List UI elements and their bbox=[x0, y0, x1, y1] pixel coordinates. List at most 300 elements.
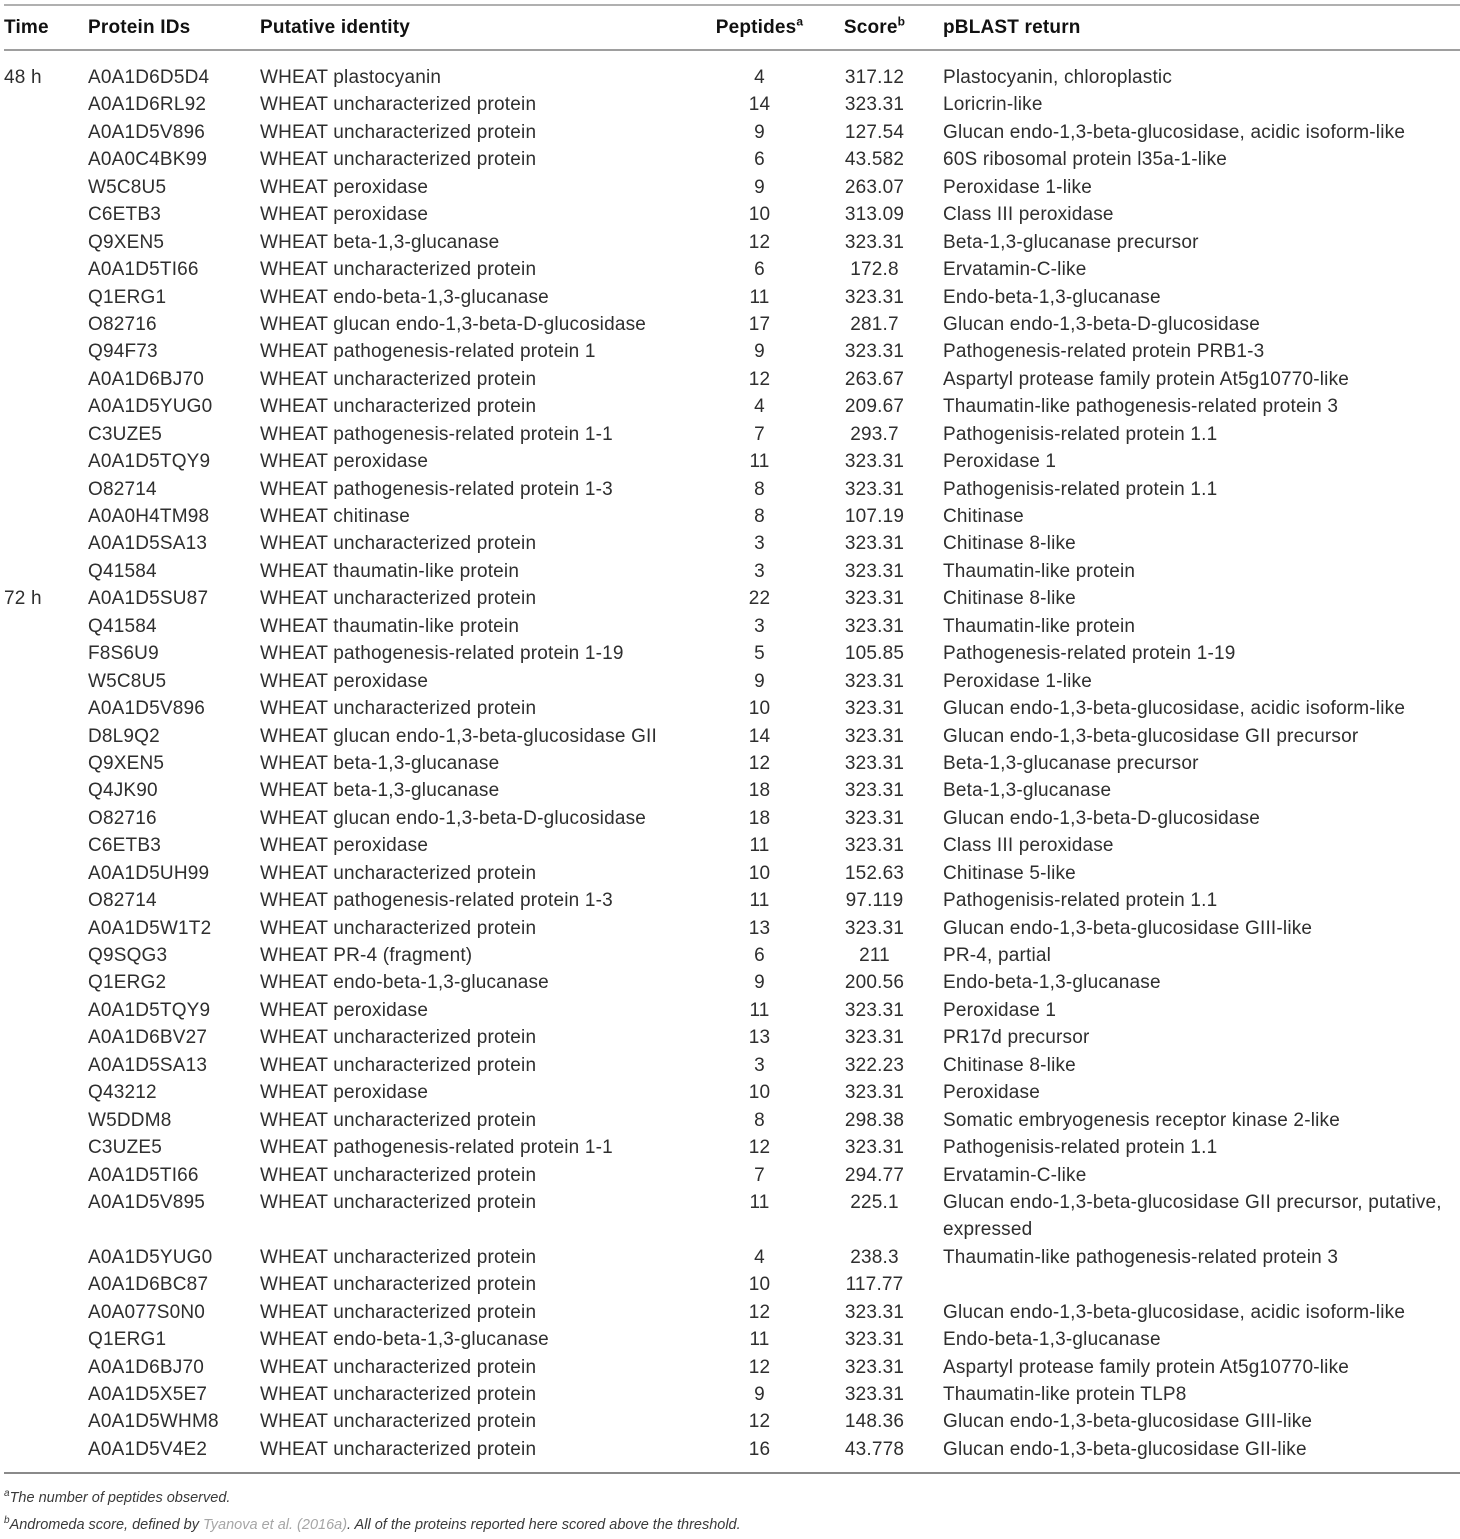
time-cell bbox=[4, 256, 88, 283]
table-row bbox=[4, 613, 1460, 640]
score-cell: 211 bbox=[859, 945, 890, 966]
score-cell: 200.56 bbox=[844, 972, 905, 994]
score-cell: 225.1 bbox=[850, 1191, 899, 1213]
putative-identity-cell: WHEAT endo-beta-1,3-glucanase bbox=[260, 972, 549, 994]
peptides-cell: 10 bbox=[748, 862, 771, 884]
peptides-cell: 6 bbox=[754, 149, 765, 171]
score-cell: 148.36 bbox=[844, 1411, 905, 1433]
pblast-cell: Glucan endo-1,3-beta-glucosidase GIII-like bbox=[943, 917, 1313, 939]
pblast-cell: Thaumatin-like protein bbox=[943, 615, 1136, 637]
protein-id-cell: O82716 bbox=[88, 313, 157, 335]
peptides-cell: 18 bbox=[748, 807, 771, 829]
pblast-cell: Pathogenesis-related protein PRB1-3 bbox=[943, 341, 1265, 363]
protein-id-cell: Q9XEN5 bbox=[88, 752, 165, 774]
pblast-cell: Thaumatin-like pathogenesis-related protein 3 bbox=[943, 396, 1339, 418]
protein-id-cell: A0A1D5SA13 bbox=[88, 533, 208, 555]
table-row bbox=[4, 201, 1460, 228]
pblast-cell: Peroxidase 1 bbox=[943, 999, 1057, 1021]
footnote-a-text: The number of peptides observed. bbox=[9, 1490, 231, 1507]
header-pblast bbox=[943, 5, 1460, 50]
peptides-cell: 6 bbox=[754, 259, 765, 281]
pblast-cell: PR17d precursor bbox=[943, 1027, 1090, 1049]
score-cell: 323.31 bbox=[844, 533, 905, 555]
score-cell: 323.31 bbox=[844, 94, 905, 116]
score-cell: 323.31 bbox=[844, 1329, 905, 1351]
score-cell: 323.31 bbox=[844, 670, 905, 692]
putative-identity-cell: WHEAT uncharacterized protein bbox=[260, 1054, 537, 1076]
table-row bbox=[4, 119, 1460, 146]
protein-id-cell: W5DDM8 bbox=[88, 1109, 172, 1131]
score-cell: 97.119 bbox=[845, 890, 904, 912]
protein-id-cell: A0A1D5YUG0 bbox=[88, 1246, 213, 1268]
time-cell bbox=[4, 1079, 88, 1106]
putative-identity-cell: WHEAT peroxidase bbox=[260, 204, 429, 226]
pblast-cell: Thaumatin-like protein TLP8 bbox=[943, 1384, 1187, 1405]
table-row bbox=[4, 393, 1460, 420]
time-cell bbox=[4, 969, 88, 996]
header-row bbox=[4, 5, 1460, 50]
putative-identity-cell: WHEAT uncharacterized protein bbox=[260, 1274, 537, 1296]
pblast-cell: Class III peroxidase bbox=[943, 204, 1114, 226]
table-row bbox=[4, 1299, 1460, 1326]
putative-identity-cell: WHEAT uncharacterized protein bbox=[260, 1301, 537, 1323]
putative-identity-cell: WHEAT pathogenesis-related protein 1 bbox=[260, 341, 596, 363]
peptides-cell: 8 bbox=[754, 478, 765, 500]
putative-identity-cell: WHEAT uncharacterized protein bbox=[260, 368, 537, 390]
protein-id-cell: Q4JK90 bbox=[88, 780, 158, 802]
table-row bbox=[4, 503, 1460, 530]
table-row bbox=[4, 805, 1460, 832]
peptides-cell: 9 bbox=[754, 176, 765, 198]
protein-id-cell: A0A1D5TI66 bbox=[88, 259, 199, 281]
footnote-b bbox=[4, 1512, 1460, 1539]
pblast-cell: Glucan endo-1,3-beta-glucosidase GII precursor bbox=[943, 725, 1359, 747]
score-cell: 172.8 bbox=[850, 259, 899, 281]
table-row bbox=[4, 969, 1460, 996]
time-cell bbox=[4, 421, 88, 448]
peptides-cell: 16 bbox=[748, 1438, 771, 1460]
footnotes bbox=[4, 1485, 1460, 1539]
putative-identity-cell: WHEAT uncharacterized protein bbox=[260, 1164, 537, 1186]
time-cell bbox=[4, 915, 88, 942]
score-cell: 323.31 bbox=[844, 752, 905, 774]
pblast-cell: Chitinase bbox=[943, 506, 1024, 527]
putative-identity-cell: WHEAT beta-1,3-glucanase bbox=[260, 752, 500, 774]
score-cell: 323.31 bbox=[844, 478, 905, 500]
peptides-cell: 9 bbox=[754, 670, 765, 692]
peptides-cell: 7 bbox=[754, 1164, 765, 1186]
time-cell bbox=[4, 558, 88, 585]
table-row bbox=[4, 476, 1460, 503]
putative-identity-cell: WHEAT uncharacterized protein bbox=[260, 588, 537, 610]
protein-id-cell: A0A1D5TQY9 bbox=[88, 999, 211, 1021]
peptides-cell: 11 bbox=[749, 1329, 770, 1351]
putative-identity-cell: WHEAT thaumatin-like protein bbox=[260, 560, 520, 582]
table-row bbox=[4, 723, 1460, 750]
table-row bbox=[4, 284, 1460, 311]
table-row bbox=[4, 668, 1460, 695]
table-row bbox=[4, 338, 1460, 365]
peptides-cell: 3 bbox=[754, 615, 765, 637]
time-cell bbox=[4, 503, 88, 530]
time-cell bbox=[4, 1408, 88, 1435]
time-cell bbox=[4, 723, 88, 750]
score-cell: 322.23 bbox=[844, 1054, 905, 1076]
table-row bbox=[4, 585, 1460, 612]
peptides-cell: 8 bbox=[754, 506, 765, 527]
protein-id-cell: D8L9Q2 bbox=[88, 725, 160, 747]
protein-id-cell: A0A1D5V895 bbox=[88, 1191, 206, 1213]
time-cell bbox=[4, 201, 88, 228]
score-cell: 323.31 bbox=[844, 286, 905, 308]
table-row bbox=[4, 421, 1460, 448]
protein-id-cell: A0A1D6BJ70 bbox=[88, 1356, 204, 1378]
putative-identity-cell: WHEAT uncharacterized protein bbox=[260, 533, 537, 555]
table-row bbox=[4, 1107, 1460, 1134]
peptides-cell: 4 bbox=[754, 396, 765, 418]
score-cell: 238.3 bbox=[850, 1246, 899, 1268]
time-cell bbox=[4, 119, 88, 146]
score-cell: 43.582 bbox=[844, 149, 905, 171]
score-cell: 323.31 bbox=[844, 1082, 905, 1104]
putative-identity-cell: WHEAT pathogenesis-related protein 1-1 bbox=[260, 423, 613, 445]
table-row bbox=[4, 997, 1460, 1024]
score-cell: 323.31 bbox=[844, 917, 905, 939]
score-cell: 323.31 bbox=[844, 780, 905, 802]
pblast-cell: Chitinase 5-like bbox=[943, 862, 1076, 884]
protein-id-cell: A0A1D5V896 bbox=[88, 121, 206, 143]
pblast-cell: Class III peroxidase bbox=[943, 835, 1114, 857]
score-cell: 105.85 bbox=[844, 643, 905, 665]
time-cell bbox=[4, 530, 88, 557]
protein-id-cell: Q1ERG2 bbox=[88, 972, 167, 994]
protein-table bbox=[4, 4, 1460, 1474]
score-cell: 323.31 bbox=[844, 560, 905, 582]
putative-identity-cell: WHEAT beta-1,3-glucanase bbox=[260, 780, 500, 802]
protein-id-cell: A0A1D5SU87 bbox=[88, 588, 209, 610]
table-row bbox=[4, 915, 1460, 942]
pblast-cell: Endo-beta-1,3-glucanase bbox=[943, 972, 1161, 994]
peptides-cell: 9 bbox=[754, 341, 765, 363]
putative-identity-cell: WHEAT peroxidase bbox=[260, 451, 429, 473]
time-cell bbox=[4, 338, 88, 365]
peptides-cell: 12 bbox=[748, 368, 771, 390]
protein-id-cell: A0A1D6BV27 bbox=[88, 1027, 208, 1049]
peptides-cell: 3 bbox=[754, 533, 765, 555]
score-cell: 323.31 bbox=[844, 698, 905, 720]
peptides-cell: 11 bbox=[749, 999, 770, 1021]
score-cell: 263.07 bbox=[844, 176, 905, 198]
table-row bbox=[4, 1354, 1460, 1381]
peptides-cell: 11 bbox=[749, 835, 770, 857]
time-cell bbox=[4, 1299, 88, 1326]
time-cell bbox=[4, 1052, 88, 1079]
protein-id-cell: A0A1D5V896 bbox=[88, 698, 206, 720]
table-row bbox=[4, 1408, 1460, 1435]
time-cell bbox=[4, 366, 88, 393]
putative-identity-cell: WHEAT PR-4 (fragment) bbox=[260, 945, 473, 966]
header-putative-identity bbox=[260, 5, 713, 50]
time-cell bbox=[4, 777, 88, 804]
time-cell bbox=[4, 1381, 88, 1408]
protein-id-cell: W5C8U5 bbox=[88, 670, 167, 692]
time-cell bbox=[4, 393, 88, 420]
score-cell: 323.31 bbox=[844, 1384, 905, 1405]
peptides-cell: 14 bbox=[748, 725, 771, 747]
pblast-cell: Peroxidase 1-like bbox=[943, 670, 1092, 692]
time-cell bbox=[4, 695, 88, 722]
putative-identity-cell: WHEAT uncharacterized protein bbox=[260, 94, 537, 116]
putative-identity-cell: WHEAT uncharacterized protein bbox=[260, 149, 537, 171]
putative-identity-cell: WHEAT uncharacterized protein bbox=[260, 121, 537, 143]
pblast-cell: Chitinase 8-like bbox=[943, 533, 1076, 555]
citation-link-tyanova-2016a[interactable]: Tyanova et al. (2016a) bbox=[203, 1517, 348, 1534]
header-score bbox=[806, 5, 943, 50]
score-cell: 323.31 bbox=[844, 1027, 905, 1049]
time-cell: 72 h bbox=[4, 588, 42, 610]
protein-id-cell: A0A1D5SA13 bbox=[88, 1054, 208, 1076]
time-cell bbox=[4, 997, 88, 1024]
time-cell bbox=[4, 640, 88, 667]
table-row bbox=[4, 1134, 1460, 1161]
peptides-cell: 12 bbox=[748, 1301, 771, 1323]
pblast-cell: Aspartyl protease family protein At5g10770-like bbox=[943, 368, 1350, 390]
table-row bbox=[4, 448, 1460, 475]
table-row bbox=[4, 860, 1460, 887]
pblast-cell: Thaumatin-like pathogenesis-related protein 3 bbox=[943, 1246, 1339, 1268]
header-peptides bbox=[713, 5, 806, 50]
pblast-cell: Chitinase 8-like bbox=[943, 1054, 1076, 1076]
peptides-cell: 14 bbox=[748, 94, 771, 116]
score-cell: 323.31 bbox=[844, 341, 905, 363]
peptides-cell: 12 bbox=[748, 1411, 771, 1433]
time-cell bbox=[4, 311, 88, 338]
pblast-cell: Glucan endo-1,3-beta-D-glucosidase bbox=[943, 807, 1260, 829]
protein-id-cell: A0A0H4TM98 bbox=[88, 506, 210, 527]
footnote-b-text-post: . All of the proteins reported here scored above the threshold. bbox=[347, 1517, 741, 1534]
putative-identity-cell: WHEAT uncharacterized protein bbox=[260, 396, 537, 418]
header-score-label: Score bbox=[843, 16, 898, 38]
putative-identity-cell: WHEAT pathogenesis-related protein 1-19 bbox=[260, 643, 624, 665]
protein-id-cell: Q41584 bbox=[88, 560, 157, 582]
time-cell bbox=[4, 91, 88, 118]
putative-identity-cell: WHEAT uncharacterized protein bbox=[260, 862, 537, 884]
protein-id-cell: A0A1D5TI66 bbox=[88, 1164, 199, 1186]
protein-id-cell: A0A1D5TQY9 bbox=[88, 451, 211, 473]
table-row bbox=[4, 750, 1460, 777]
score-cell: 298.38 bbox=[844, 1109, 905, 1131]
peptides-cell: 6 bbox=[754, 945, 765, 966]
protein-id-cell: A0A1D6BJ70 bbox=[88, 368, 204, 390]
pblast-cell: Beta-1,3-glucanase precursor bbox=[943, 752, 1199, 774]
time-cell bbox=[4, 942, 88, 969]
putative-identity-cell: WHEAT plastocyanin bbox=[260, 67, 442, 88]
table-row bbox=[4, 942, 1460, 969]
peptides-cell: 12 bbox=[748, 1356, 771, 1378]
time-cell bbox=[4, 1326, 88, 1353]
pblast-cell: Glucan endo-1,3-beta-glucosidase GIII-like bbox=[943, 1411, 1313, 1433]
score-cell: 43.778 bbox=[844, 1438, 905, 1460]
table-row bbox=[4, 256, 1460, 283]
protein-id-cell: A0A1D5UH99 bbox=[88, 862, 210, 884]
score-cell: 323.31 bbox=[844, 588, 905, 610]
header-pblast-label: pBLAST return bbox=[943, 16, 1081, 38]
protein-id-cell: A0A1D5WHM8 bbox=[88, 1411, 219, 1433]
time-cell: 48 h bbox=[4, 67, 42, 88]
protein-id-cell: F8S6U9 bbox=[88, 643, 159, 665]
pblast-cell: Ervatamin-C-like bbox=[943, 1164, 1087, 1186]
header-protein-ids bbox=[88, 5, 260, 50]
pblast-cell: Plastocyanin, chloroplastic bbox=[943, 67, 1173, 88]
table-row bbox=[4, 640, 1460, 667]
peptides-cell: 11 bbox=[749, 1191, 770, 1213]
pblast-cell: Peroxidase 1 bbox=[943, 451, 1057, 473]
peptides-cell: 11 bbox=[749, 890, 770, 912]
time-cell bbox=[4, 860, 88, 887]
peptides-cell: 22 bbox=[748, 588, 771, 610]
score-cell: 317.12 bbox=[844, 67, 905, 88]
header-peptides-superscript: a bbox=[796, 14, 804, 29]
peptides-cell: 9 bbox=[754, 121, 765, 143]
pblast-cell: Chitinase 8-like bbox=[943, 588, 1076, 610]
protein-id-cell: A0A1D5YUG0 bbox=[88, 396, 213, 418]
score-cell: 313.09 bbox=[844, 204, 905, 226]
pblast-cell: 60S ribosomal protein l35a-1-like bbox=[943, 149, 1228, 171]
putative-identity-cell: WHEAT chitinase bbox=[260, 506, 410, 527]
time-cell bbox=[4, 174, 88, 201]
pblast-cell: Glucan endo-1,3-beta-glucosidase, acidic isoform-like bbox=[943, 698, 1406, 720]
putative-identity-cell: WHEAT peroxidase bbox=[260, 670, 429, 692]
putative-identity-cell: WHEAT beta-1,3-glucanase bbox=[260, 231, 500, 253]
header-score-superscript: b bbox=[897, 14, 906, 29]
table-row bbox=[4, 530, 1460, 557]
peptides-cell: 12 bbox=[748, 752, 771, 774]
time-cell bbox=[4, 1107, 88, 1134]
peptides-cell: 11 bbox=[749, 451, 770, 473]
table-row bbox=[4, 50, 1460, 91]
peptides-cell: 8 bbox=[754, 1109, 765, 1131]
protein-id-cell: Q1ERG1 bbox=[88, 286, 167, 308]
protein-id-cell: O82714 bbox=[88, 890, 157, 912]
protein-id-cell: A0A1D5W1T2 bbox=[88, 917, 212, 939]
protein-id-cell: O82714 bbox=[88, 478, 157, 500]
time-cell bbox=[4, 1134, 88, 1161]
score-cell: 323.31 bbox=[844, 615, 905, 637]
table-row bbox=[4, 366, 1460, 393]
time-cell bbox=[4, 1436, 88, 1473]
pblast-cell: Ervatamin-C-like bbox=[943, 259, 1087, 281]
time-cell bbox=[4, 805, 88, 832]
score-cell: 117.77 bbox=[845, 1274, 904, 1296]
time-cell bbox=[4, 146, 88, 173]
peptides-cell: 4 bbox=[754, 1246, 765, 1268]
score-cell: 323.31 bbox=[844, 999, 905, 1021]
putative-identity-cell: WHEAT uncharacterized protein bbox=[260, 1246, 537, 1268]
time-cell bbox=[4, 1162, 88, 1189]
score-cell: 323.31 bbox=[844, 835, 905, 857]
peptides-cell: 10 bbox=[748, 1082, 771, 1104]
putative-identity-cell: WHEAT uncharacterized protein bbox=[260, 1191, 537, 1213]
protein-id-cell: Q94F73 bbox=[88, 341, 158, 363]
time-cell bbox=[4, 1244, 88, 1271]
pblast-cell: Glucan endo-1,3-beta-glucosidase, acidic isoform-like bbox=[943, 121, 1406, 143]
table-row bbox=[4, 91, 1460, 118]
table-row bbox=[4, 1024, 1460, 1051]
peptides-cell: 10 bbox=[748, 698, 771, 720]
score-cell: 323.31 bbox=[844, 725, 905, 747]
protein-id-cell: Q41584 bbox=[88, 615, 157, 637]
putative-identity-cell: WHEAT uncharacterized protein bbox=[260, 1027, 537, 1049]
putative-identity-cell: WHEAT uncharacterized protein bbox=[260, 1109, 537, 1131]
time-cell bbox=[4, 476, 88, 503]
peptides-cell: 4 bbox=[754, 67, 765, 88]
time-cell bbox=[4, 448, 88, 475]
peptides-cell: 13 bbox=[748, 917, 771, 939]
pblast-cell: Peroxidase bbox=[943, 1082, 1040, 1104]
protein-id-cell: A0A0C4BK99 bbox=[88, 149, 208, 171]
pblast-cell: Peroxidase 1-like bbox=[943, 176, 1092, 198]
time-cell bbox=[4, 284, 88, 311]
time-cell bbox=[4, 750, 88, 777]
time-cell bbox=[4, 1189, 88, 1244]
protein-id-cell: Q9XEN5 bbox=[88, 231, 165, 253]
peptides-cell: 10 bbox=[748, 204, 771, 226]
protein-id-cell: A0A077S0N0 bbox=[88, 1301, 206, 1323]
putative-identity-cell: WHEAT peroxidase bbox=[260, 999, 429, 1021]
table-row bbox=[4, 146, 1460, 173]
pblast-cell: Glucan endo-1,3-beta-D-glucosidase bbox=[943, 313, 1260, 335]
score-cell: 323.31 bbox=[844, 231, 905, 253]
putative-identity-cell: WHEAT uncharacterized protein bbox=[260, 1438, 537, 1460]
score-cell: 294.77 bbox=[844, 1164, 905, 1186]
putative-identity-cell: WHEAT uncharacterized protein bbox=[260, 917, 537, 939]
peptides-cell: 9 bbox=[754, 972, 765, 994]
time-cell bbox=[4, 1024, 88, 1051]
protein-id-cell: C6ETB3 bbox=[88, 835, 161, 857]
pblast-cell: Pathogenisis-related protein 1.1 bbox=[943, 478, 1218, 500]
score-cell: 323.31 bbox=[844, 1356, 905, 1378]
table-row bbox=[4, 1079, 1460, 1106]
putative-identity-cell: WHEAT peroxidase bbox=[260, 835, 429, 857]
putative-identity-cell: WHEAT pathogenesis-related protein 1-3 bbox=[260, 478, 613, 500]
time-cell bbox=[4, 229, 88, 256]
putative-identity-cell: WHEAT thaumatin-like protein bbox=[260, 615, 520, 637]
footnote-b-superscript: b bbox=[4, 1515, 10, 1527]
putative-identity-cell: WHEAT uncharacterized protein bbox=[260, 1356, 537, 1378]
table-row bbox=[4, 1162, 1460, 1189]
score-cell: 107.19 bbox=[844, 506, 905, 527]
score-cell: 209.67 bbox=[844, 396, 905, 418]
pblast-cell: Pathogenisis-related protein 1.1 bbox=[943, 890, 1218, 912]
table-body bbox=[4, 50, 1460, 1473]
pblast-cell: PR-4, partial bbox=[943, 945, 1052, 966]
protein-id-cell: A0A1D6D5D4 bbox=[88, 67, 210, 88]
table-row bbox=[4, 1244, 1460, 1271]
table-header bbox=[4, 5, 1460, 50]
putative-identity-cell: WHEAT glucan endo-1,3-beta-glucosidase GII bbox=[260, 725, 657, 747]
header-time-label: Time bbox=[4, 16, 49, 38]
header-putative-identity-label: Putative identity bbox=[260, 16, 410, 38]
score-cell: 281.7 bbox=[850, 313, 899, 335]
protein-id-cell: C3UZE5 bbox=[88, 1137, 162, 1159]
pblast-cell: Endo-beta-1,3-glucanase bbox=[943, 1329, 1161, 1351]
putative-identity-cell: WHEAT endo-beta-1,3-glucanase bbox=[260, 1329, 549, 1351]
table-row bbox=[4, 1436, 1460, 1473]
pblast-cell: Somatic embryogenesis receptor kinase 2-like bbox=[943, 1109, 1340, 1131]
header-time bbox=[4, 5, 88, 50]
table-row bbox=[4, 1052, 1460, 1079]
pblast-cell bbox=[943, 1271, 1460, 1298]
